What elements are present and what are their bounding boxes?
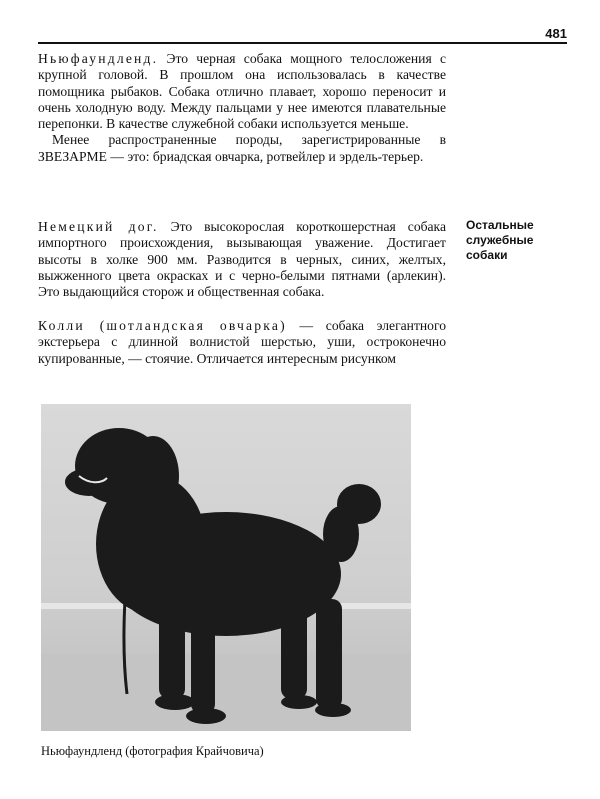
newfoundland-paragraph [38, 51, 446, 132]
collie-term: Колли (шотландская овчарка) [38, 318, 287, 333]
header-rule [38, 42, 567, 44]
page-number: 481 [545, 26, 567, 41]
side-note-heading: Остальные служебные собаки [466, 218, 534, 262]
newfoundland-section [38, 51, 446, 165]
rare-breeds-paragraph: Менее распространенные породы, зарегистрированные в ЗВЕЗАРМЕ — это: бриадская овчарка, ротвейлер и эрдель-терьер. [38, 132, 446, 164]
great-dane-paragraph [38, 219, 446, 300]
great-dane-section [38, 219, 446, 300]
great-dane-body: Это высокорослая короткошерстная собака импортного происхождения, вызывающая уважение. Достигает высоты в холке 900 мм. Разводится в черных, синих, желтых, выжженного цвета окрасках и с черно-белыми пятнами (арлекин). Это выдающийся сторож и общественная собака. [38, 219, 446, 300]
photo-floor [41, 654, 411, 731]
newfoundland-photo [41, 404, 411, 731]
newfoundland-body: Это черная собака мощного телосложения с крупной головой. В прошлом она использовалась в качестве помощника рыбаков. Собака отлично плавает, хорошо переносит и очень холодную воду. Между пальцами у нее имеются плавательные перепонки. В качестве служебной собаки используется меньше. [38, 51, 446, 132]
collie-section [38, 318, 446, 367]
collie-paragraph [38, 318, 446, 367]
photo-caption: Ньюфаундленд (фотография Крайчовича) [41, 744, 264, 758]
great-dane-term: Немецкий дог. [38, 219, 159, 234]
collie-body: — собака элегантного экстерьера с длинной волнистой шерстью, уши, остроконечно купированные, — стоячие. Отличается интересным рисунком [38, 318, 447, 366]
newfoundland-term: Ньюфаундленд. [38, 51, 159, 66]
dog-illustration [41, 404, 411, 731]
